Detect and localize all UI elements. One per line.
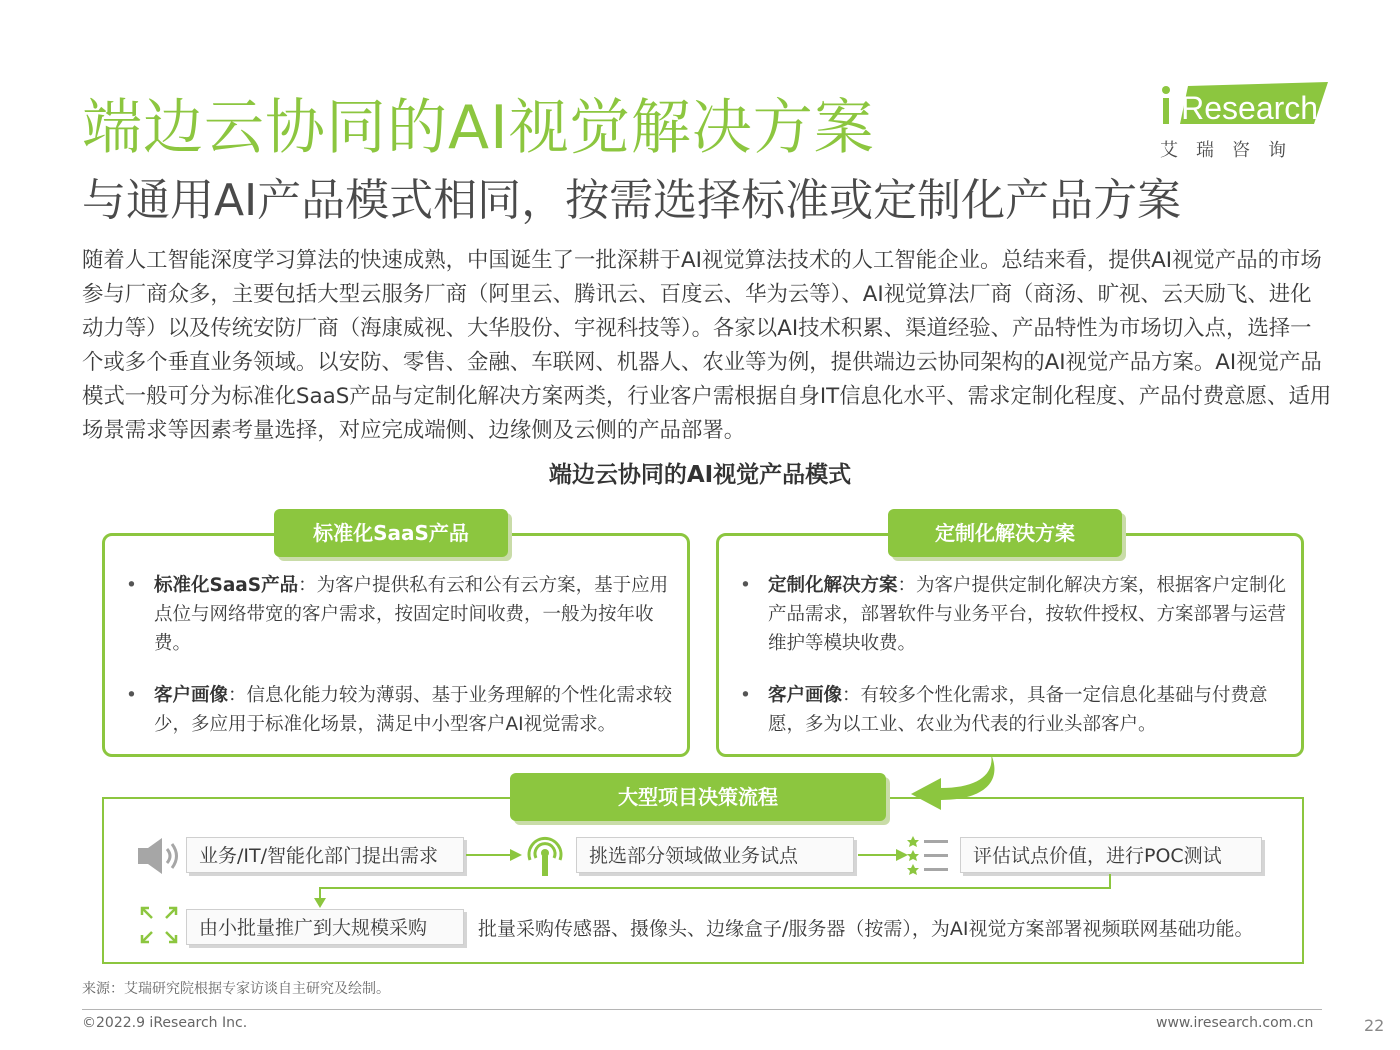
item-term: 标准化SaaS产品	[154, 575, 299, 596]
item-term: 定制化解决方案	[768, 575, 898, 596]
website-link[interactable]: www.iresearch.com.cn	[1156, 1015, 1314, 1031]
list-item	[740, 571, 1288, 658]
item-text: ：为客户提供私有云和公有云方案，基于应用点位与网络带宽的客户需求，按固定时间收费，一般为按年收费。	[154, 575, 669, 654]
process-step-4: 由小批量推广到大规模采购	[186, 909, 464, 945]
list-item	[126, 681, 674, 739]
saas-card-tab: 标准化SaaS产品	[274, 509, 508, 557]
custom-solution-card-tab: 定制化解决方案	[888, 509, 1122, 557]
item-term: 客户画像	[768, 685, 843, 706]
item-text: ：为客户提供定制化解决方案，根据客户定制化产品需求，部署软件与业务平台，按软件授权、方案部署与运营维护等模块收费。	[768, 575, 1287, 654]
diagram-title: 端边云协同的AI视觉产品模式	[548, 462, 852, 488]
item-term: 客户画像	[154, 685, 229, 706]
checklist-icon	[906, 834, 950, 876]
page-number: 22	[1364, 1016, 1385, 1035]
process-step-1: 业务/IT/智能化部门提出需求	[186, 837, 464, 873]
saas-card-list	[126, 571, 674, 762]
arrow-right-icon	[858, 848, 908, 862]
logo-cn-text: 艾瑞咨询	[1160, 140, 1304, 161]
megaphone-icon	[136, 834, 182, 878]
footer-divider	[82, 1009, 1322, 1010]
custom-solution-card-list	[740, 571, 1288, 762]
page-subtitle: 与通用AI产品模式相同，按需选择标准或定制化产品方案	[82, 175, 1182, 226]
page-title: 端边云协同的AI视觉解决方案	[82, 93, 875, 163]
expand-arrows-icon	[138, 904, 180, 946]
process-note: 批量采购传感器、摄像头、边缘盒子/服务器（按需），为AI视觉方案部署视频联网基础功能。	[478, 918, 1254, 940]
intro-paragraph: 随着人工智能深度学习算法的快速成熟，中国诞生了一批深耕于AI视觉算法技术的人工智能企业。总结来看，提供AI视觉产品的市场参与厂商众多，主要包括大型云服务厂商（阿里云、腾讯云、百度云、华为云等）、AI视觉算法厂商（商汤、旷视、云天励飞、进化动力等）以及传统安防厂商（海康威视、大华股份、宇视科技等）。各家以AI技术积累、渠道经验、产品特性为市场切入点，选择一个或多个垂直业务领域。以安防、零售、金融、车联网、机器人、农业等为例，提供端边云协同架构的AI视觉产品方案。AI视觉产品模式一般可分为标准化SaaS产品与定制化解决方案两类，行业客户需根据自身IT信息化水平、需求定制化程度、产品付费意愿、适用场景需求等因素考量选择，对应完成端侧、边缘侧及云侧的产品部署。	[82, 248, 1332, 443]
logo-text: iResearch	[1174, 90, 1319, 126]
decision-process-tab: 大型项目决策流程	[510, 773, 886, 821]
copyright: ©2022.9 iResearch Inc.	[82, 1015, 248, 1031]
source-note: 来源：艾瑞研究院根据专家访谈自主研究及绘制。	[82, 981, 390, 997]
process-step-3: 评估试点价值，进行POC测试	[960, 837, 1262, 873]
process-step-2: 挑选部分领域做业务试点	[576, 837, 854, 873]
item-text: ：有较多个性化需求，具备一定信息化基础与付费意愿，多为以工业、农业为代表的行业头部客户。	[768, 685, 1268, 735]
logo-wordmark	[1158, 82, 1328, 128]
list-item	[740, 681, 1288, 739]
iresearch-logo	[1152, 70, 1332, 160]
item-text: ：信息化能力较为薄弱、基于业务理解的个性化需求较少，多应用于标准化场景，满足中小型客户AI视觉需求。	[154, 685, 673, 735]
arrow-right-icon	[466, 848, 522, 862]
elbow-connector	[310, 872, 1120, 908]
list-item	[126, 571, 674, 658]
